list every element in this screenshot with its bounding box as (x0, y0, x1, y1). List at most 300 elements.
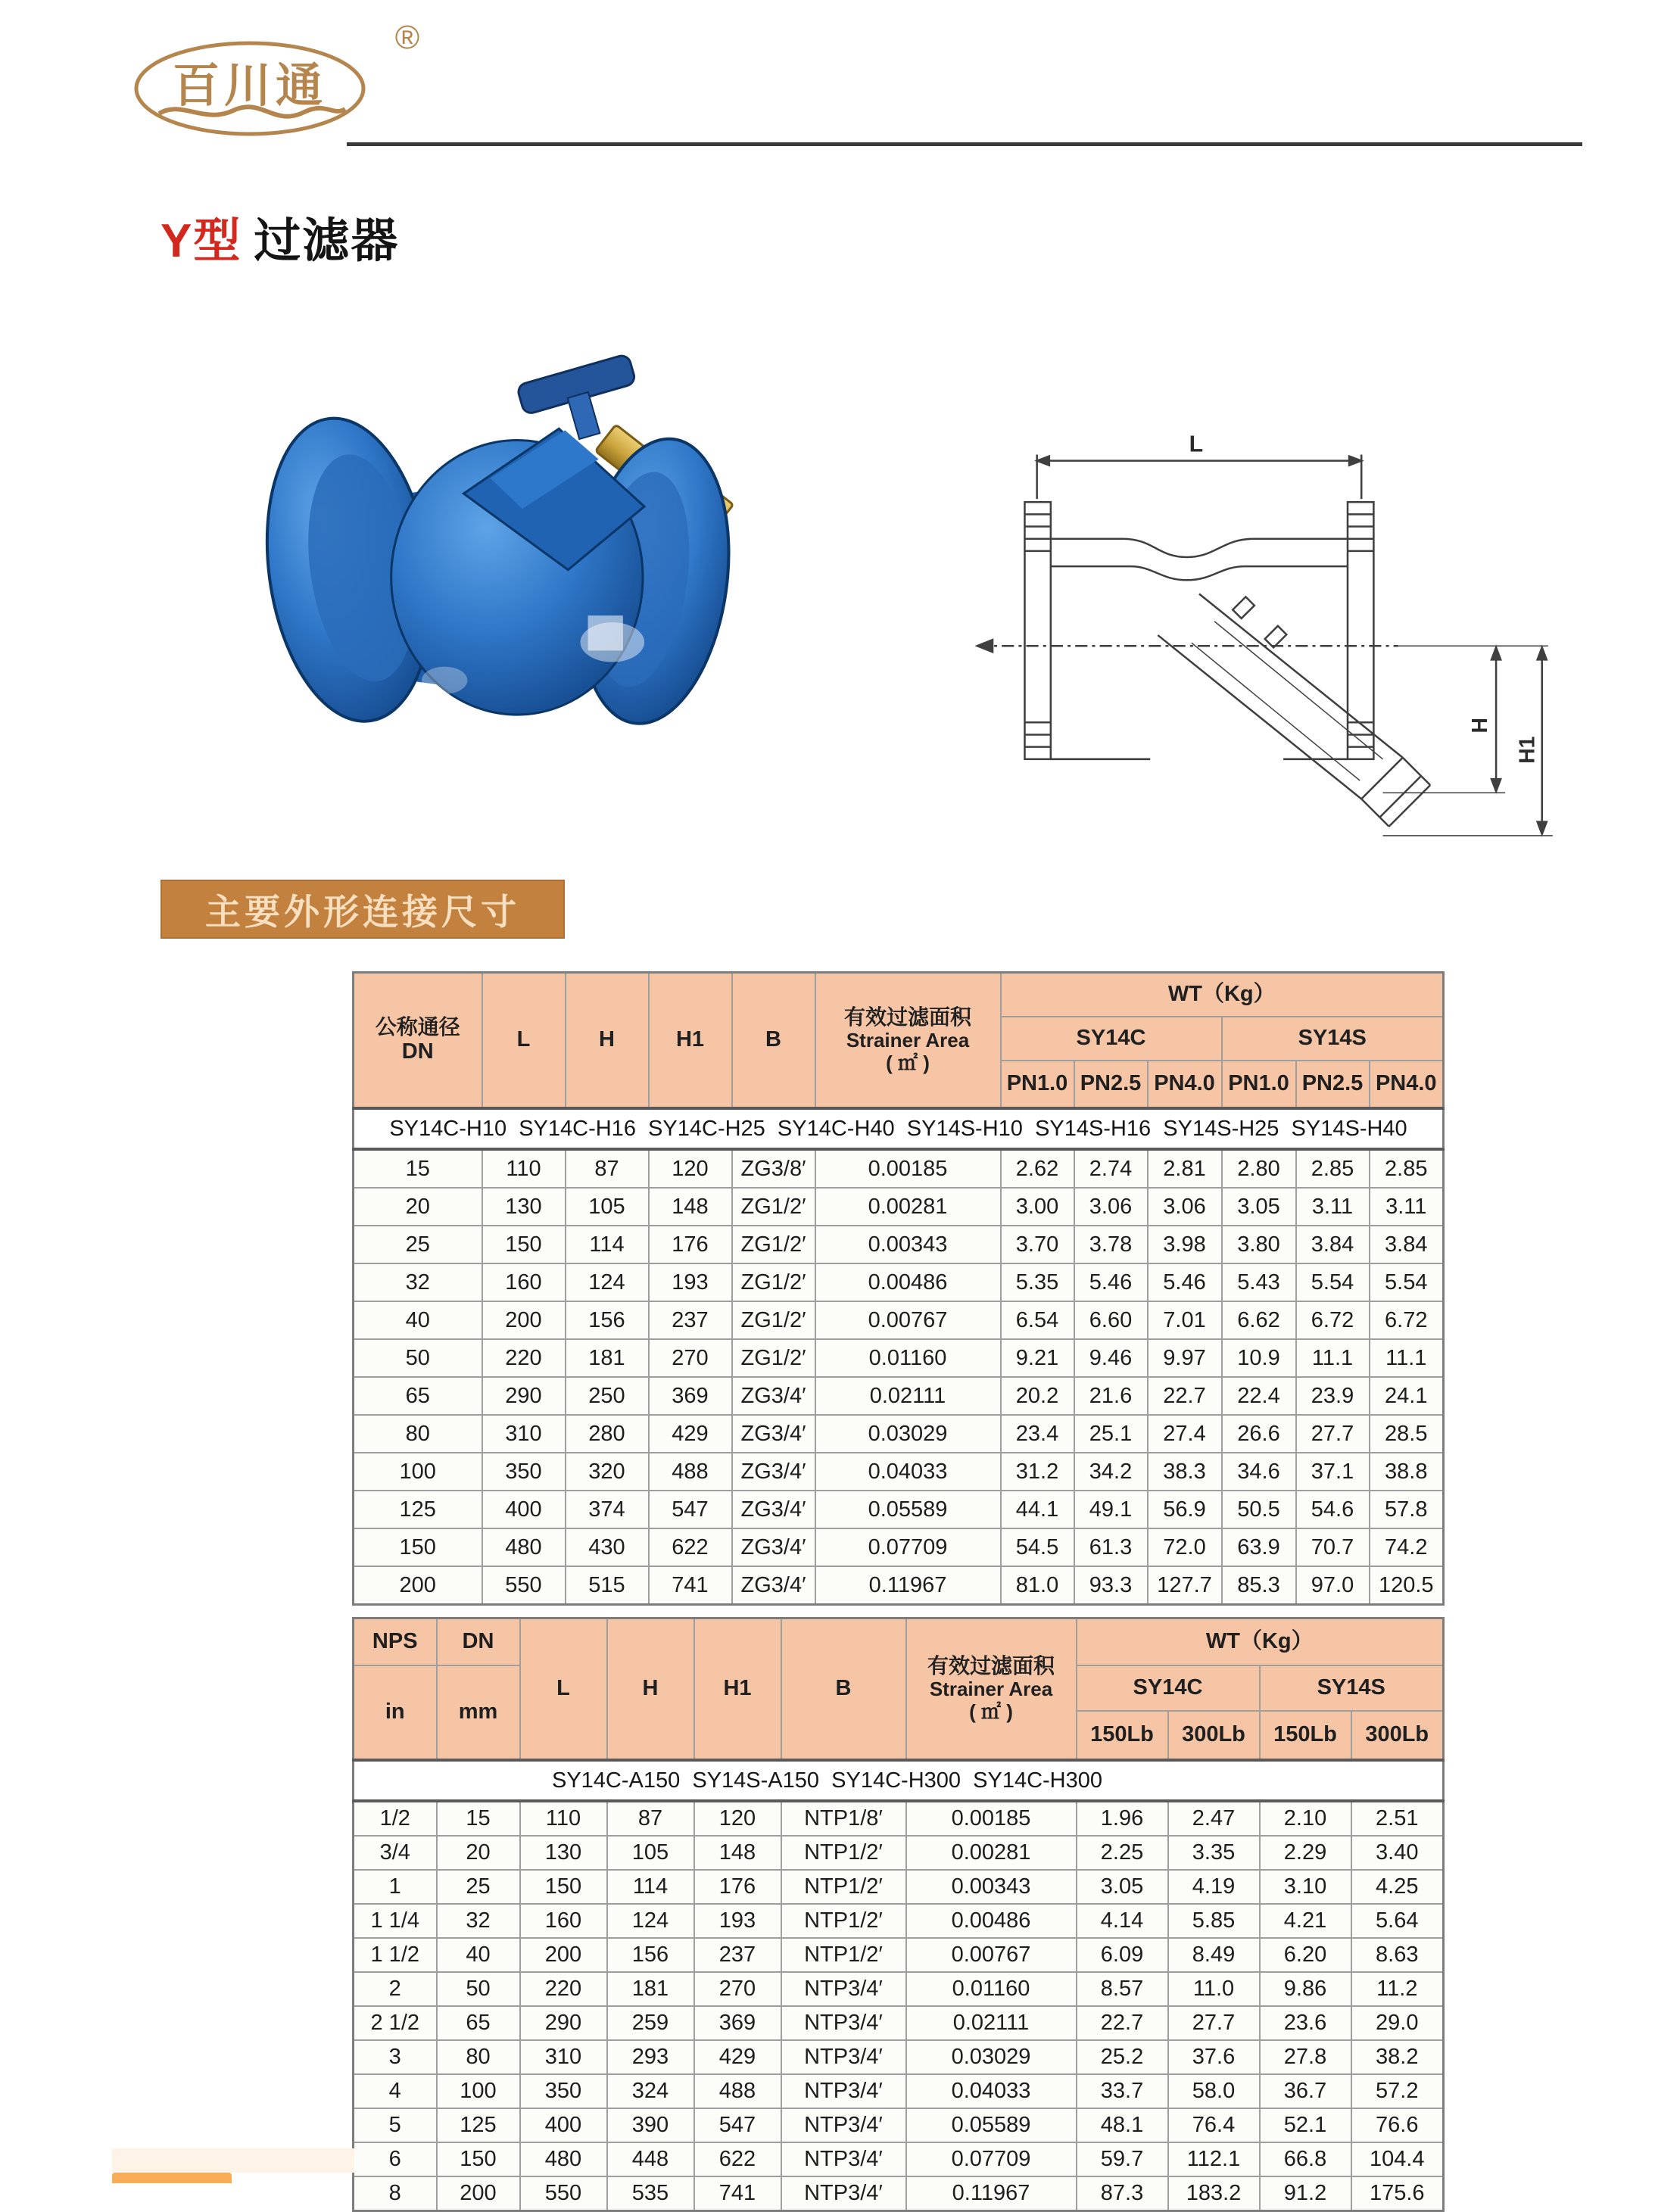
table-body (354, 1801, 1444, 2211)
cell: ZG1/2′ (732, 1226, 815, 1263)
cell: 6.72 (1296, 1301, 1370, 1339)
cell: 6.09 (1077, 1938, 1168, 1972)
cell: 1/2 (354, 1801, 437, 1836)
sub-header-lb: 300Lb (1168, 1711, 1260, 1760)
cell: 54.6 (1296, 1491, 1370, 1528)
cell: 3.98 (1148, 1226, 1222, 1263)
cell: 57.2 (1351, 2074, 1444, 2108)
cell: 3.84 (1370, 1226, 1444, 1263)
brand-logo (106, 17, 439, 145)
col-header-wt: WT（Kg） (1001, 973, 1444, 1017)
table-row (354, 2108, 1444, 2142)
cell: 293 (607, 2040, 694, 2074)
cell: 4.19 (1168, 1870, 1260, 1904)
cell: 3/4 (354, 1836, 437, 1870)
cell: 4 (354, 2074, 437, 2108)
cell: 49.1 (1074, 1491, 1148, 1528)
cell: 200 (437, 2176, 520, 2211)
cell: ZG3/4′ (732, 1415, 815, 1453)
cell: 50 (354, 1339, 482, 1377)
cell: 369 (649, 1377, 732, 1415)
cell: 22.4 (1222, 1377, 1296, 1415)
technical-drawing (969, 416, 1582, 845)
cell: 0.00281 (815, 1188, 1001, 1226)
col-header-h1: H1 (694, 1618, 781, 1761)
cell: 4.14 (1077, 1904, 1168, 1938)
cell: 237 (649, 1301, 732, 1339)
cell: 15 (437, 1801, 520, 1836)
cell: 11.1 (1370, 1339, 1444, 1377)
cell: ZG3/8′ (732, 1149, 815, 1188)
cell: 76.4 (1168, 2108, 1260, 2142)
table-row (354, 1836, 1444, 1870)
cell: 27.8 (1260, 2040, 1351, 2074)
cell: 9.97 (1148, 1339, 1222, 1377)
cell: 11.0 (1168, 1972, 1260, 2006)
table-row (354, 1263, 1444, 1301)
cell: 120.5 (1370, 1566, 1444, 1605)
cell: 114 (566, 1226, 649, 1263)
footer-decoration (112, 2148, 354, 2173)
col-header-b: B (732, 973, 815, 1109)
cell: 37.1 (1296, 1453, 1370, 1491)
col-header-h: H (566, 973, 649, 1109)
cell: 2 (354, 1972, 437, 2006)
cell: 8.63 (1351, 1938, 1444, 1972)
model-codes-row (354, 1760, 1444, 1801)
cell: 3.06 (1074, 1188, 1148, 1226)
cell: 3.35 (1168, 1836, 1260, 1870)
cell: 310 (482, 1415, 566, 1453)
cell: 120 (649, 1149, 732, 1188)
cell: 480 (482, 1528, 566, 1566)
cell: 5 (354, 2108, 437, 2142)
cell: 0.00767 (906, 1938, 1077, 1972)
table-row (354, 1566, 1444, 1605)
cell: 20.2 (1001, 1377, 1074, 1415)
cell: 547 (694, 2108, 781, 2142)
dim-label-h1: H1 (1514, 736, 1539, 764)
cell: 200 (354, 1566, 482, 1605)
cell: 38.2 (1351, 2040, 1444, 2074)
cell: 80 (354, 1415, 482, 1453)
cell: 50 (437, 1972, 520, 2006)
col-header-area (815, 973, 1001, 1109)
cell: 125 (354, 1491, 482, 1528)
cell: 33.7 (1077, 2074, 1168, 2108)
cell: 93.3 (1074, 1566, 1148, 1605)
cell: 0.02111 (906, 2006, 1077, 2040)
cell: 2.10 (1260, 1801, 1351, 1836)
col-header-dn (354, 973, 482, 1109)
cell: 3.05 (1077, 1870, 1168, 1904)
col-header-nps: NPS (354, 1618, 437, 1666)
cell: 125 (437, 2108, 520, 2142)
cell: 6 (354, 2142, 437, 2176)
cell: 3.80 (1222, 1226, 1296, 1263)
cell: 0.00767 (815, 1301, 1001, 1339)
col-header-h1: H1 (649, 973, 732, 1109)
cell: 11.2 (1351, 1972, 1444, 2006)
cell: 20 (354, 1188, 482, 1226)
cell: NTP3/4′ (781, 2074, 906, 2108)
cell: 3.00 (1001, 1188, 1074, 1226)
cell: 22.7 (1148, 1377, 1222, 1415)
cell: 5.54 (1370, 1263, 1444, 1301)
cell: 56.9 (1148, 1491, 1222, 1528)
cell: 104.4 (1351, 2142, 1444, 2176)
cell: 66.8 (1260, 2142, 1351, 2176)
table-head (354, 973, 1444, 1109)
cell: 114 (607, 1870, 694, 1904)
cell: NTP1/2′ (781, 1904, 906, 1938)
cell: 622 (694, 2142, 781, 2176)
cell: 741 (649, 1566, 732, 1605)
cell: 0.01160 (906, 1972, 1077, 2006)
cell: 6.72 (1370, 1301, 1444, 1339)
table-row (354, 1301, 1444, 1339)
cell: 324 (607, 2074, 694, 2108)
cell: 150 (354, 1528, 482, 1566)
cell: 9.46 (1074, 1339, 1148, 1377)
cell: 61.3 (1074, 1528, 1148, 1566)
cell: NTP1/2′ (781, 1938, 906, 1972)
cell: 259 (607, 2006, 694, 2040)
table-row (354, 1972, 1444, 2006)
cell: 87.3 (1077, 2176, 1168, 2211)
cell: 350 (520, 2074, 607, 2108)
cell: 4.21 (1260, 1904, 1351, 1938)
cell: 25 (354, 1226, 482, 1263)
cell: 0.05589 (906, 2108, 1077, 2142)
cell: 22.7 (1077, 2006, 1168, 2040)
cell: 87 (607, 1801, 694, 1836)
cell: NTP1/2′ (781, 1870, 906, 1904)
cell: 97.0 (1296, 1566, 1370, 1605)
cell: 1.96 (1077, 1801, 1168, 1836)
cell: 5.35 (1001, 1263, 1074, 1301)
cell: 270 (649, 1339, 732, 1377)
cell: 5.54 (1296, 1263, 1370, 1301)
cell: 488 (649, 1453, 732, 1491)
cell: 390 (607, 2108, 694, 2142)
cell: 20 (437, 1836, 520, 1870)
sub-header-lb: 150Lb (1077, 1711, 1168, 1760)
cell: 8.49 (1168, 1938, 1260, 1972)
cell: 0.01160 (815, 1339, 1001, 1377)
group-header-sy14s: SY14S (1222, 1017, 1444, 1061)
cell: 0.00343 (906, 1870, 1077, 1904)
cell: 70.7 (1296, 1528, 1370, 1566)
cell: 48.1 (1077, 2108, 1168, 2142)
cell: 150 (437, 2142, 520, 2176)
cell: 31.2 (1001, 1453, 1074, 1491)
cell: ZG1/2′ (732, 1263, 815, 1301)
cell: 160 (520, 1904, 607, 1938)
cell: 9.86 (1260, 1972, 1351, 2006)
group-header-sy14c: SY14C (1077, 1665, 1260, 1711)
cell: 237 (694, 1938, 781, 1972)
sub-header-pn: PN4.0 (1148, 1061, 1222, 1108)
cell: 3 (354, 2040, 437, 2074)
cell: NTP3/4′ (781, 2040, 906, 2074)
cell: 6.20 (1260, 1938, 1351, 1972)
cell: ZG1/2′ (732, 1339, 815, 1377)
table-row (354, 1938, 1444, 1972)
cell: 0.07709 (815, 1528, 1001, 1566)
cell: 8.57 (1077, 1972, 1168, 2006)
cell: 2.51 (1351, 1801, 1444, 1836)
cell: 65 (354, 1377, 482, 1415)
registered-mark-icon: ® (394, 19, 420, 56)
cell: 350 (482, 1453, 566, 1491)
header-line: Strainer Area (929, 1678, 1053, 1701)
cell: 50.5 (1222, 1491, 1296, 1528)
cell: 320 (566, 1453, 649, 1491)
cell: 547 (649, 1491, 732, 1528)
cell: 1 1/4 (354, 1904, 437, 1938)
cell: 550 (482, 1566, 566, 1605)
table-head (354, 1618, 1444, 1761)
cell: 7.01 (1148, 1301, 1222, 1339)
section-header: 主要外形连接尺寸 (161, 880, 565, 939)
cell: 193 (649, 1263, 732, 1301)
table-row (354, 2006, 1444, 2040)
sub-header-pn: PN1.0 (1222, 1061, 1296, 1108)
cell: 29.0 (1351, 2006, 1444, 2040)
col-header-h: H (607, 1618, 694, 1761)
cell: 220 (482, 1339, 566, 1377)
cell: 3.11 (1296, 1188, 1370, 1226)
cell: 2.80 (1222, 1149, 1296, 1188)
cell: ZG3/4′ (732, 1566, 815, 1605)
cell: NTP3/4′ (781, 2176, 906, 2211)
table-row (354, 1339, 1444, 1377)
cell: ZG1/2′ (732, 1301, 815, 1339)
cell: 280 (566, 1415, 649, 1453)
cell: 52.1 (1260, 2108, 1351, 2142)
cell: 91.2 (1260, 2176, 1351, 2211)
cell: ZG3/4′ (732, 1491, 815, 1528)
table-row (354, 2040, 1444, 2074)
cell: 148 (649, 1188, 732, 1226)
cell: 150 (482, 1226, 566, 1263)
cell: 4.25 (1351, 1870, 1444, 1904)
cell: 34.6 (1222, 1453, 1296, 1491)
cell: 181 (566, 1339, 649, 1377)
cell: 74.2 (1370, 1528, 1444, 1566)
cell: 310 (520, 2040, 607, 2074)
cell: 181 (607, 1972, 694, 2006)
group-header-sy14c: SY14C (1001, 1017, 1222, 1061)
sub-header-lb: 150Lb (1260, 1711, 1351, 1760)
cell: 25.2 (1077, 2040, 1168, 2074)
cell: 400 (482, 1491, 566, 1528)
cell: 5.43 (1222, 1263, 1296, 1301)
header-line: 有效过滤面积 (843, 1005, 971, 1030)
cell: 110 (520, 1801, 607, 1836)
cell: 150 (520, 1870, 607, 1904)
cell: 26.6 (1222, 1415, 1296, 1453)
cell: NTP3/4′ (781, 2006, 906, 2040)
cell: 23.6 (1260, 2006, 1351, 2040)
glare-spot (588, 615, 623, 650)
cell: 0.00281 (906, 1836, 1077, 1870)
cell: 21.6 (1074, 1377, 1148, 1415)
table-row (354, 1188, 1444, 1226)
cell: 8 (354, 2176, 437, 2211)
cell: 1 1/2 (354, 1938, 437, 1972)
title-name: 过滤器 (254, 215, 400, 267)
table-row (354, 1528, 1444, 1566)
cell: 28.5 (1370, 1415, 1444, 1453)
cell: NTP1/8′ (781, 1801, 906, 1836)
cell: 622 (649, 1528, 732, 1566)
unit-header-in: in (354, 1665, 437, 1760)
cell: 25.1 (1074, 1415, 1148, 1453)
cell: 3.10 (1260, 1870, 1351, 1904)
cell: 32 (354, 1263, 482, 1301)
cell: 3.11 (1370, 1188, 1444, 1226)
table-row (354, 1801, 1444, 1836)
cell: 5.46 (1074, 1263, 1148, 1301)
cell: 81.0 (1001, 1566, 1074, 1605)
table-row (354, 1415, 1444, 1453)
cell: 200 (482, 1301, 566, 1339)
logo-text: 百川通 (172, 61, 328, 112)
cell: 430 (566, 1528, 649, 1566)
cell: 5.46 (1148, 1263, 1222, 1301)
table-row (354, 2176, 1444, 2211)
cell: 76.6 (1351, 2108, 1444, 2142)
header-line: ( ㎡ ) (969, 1700, 1013, 1724)
sub-header-pn: PN4.0 (1370, 1061, 1444, 1108)
cell: 0.00343 (815, 1226, 1001, 1263)
cell: 24.1 (1370, 1377, 1444, 1415)
cell: 0.00486 (906, 1904, 1077, 1938)
cell: 85.3 (1222, 1566, 1296, 1605)
cell: 176 (694, 1870, 781, 1904)
cell: 65 (437, 2006, 520, 2040)
table-row (354, 2142, 1444, 2176)
sub-header-pn: PN1.0 (1001, 1061, 1074, 1108)
cell: 156 (607, 1938, 694, 1972)
cell: 3.70 (1001, 1226, 1074, 1263)
cell: 130 (482, 1188, 566, 1226)
cell: 550 (520, 2176, 607, 2211)
cell: 3.40 (1351, 1836, 1444, 1870)
cell: 38.3 (1148, 1453, 1222, 1491)
cell: 87 (566, 1149, 649, 1188)
col-header-dn: DN (437, 1618, 520, 1666)
unit-header-mm: mm (437, 1665, 520, 1760)
sub-header-pn: PN2.5 (1296, 1061, 1370, 1108)
drawing-lines (977, 455, 1553, 836)
cell: 11.1 (1296, 1339, 1370, 1377)
cell: 100 (437, 2074, 520, 2108)
title-model: Y型 (161, 215, 242, 267)
cell: 25 (437, 1870, 520, 1904)
cell: 6.54 (1001, 1301, 1074, 1339)
cell: 148 (694, 1836, 781, 1870)
header-line: Strainer Area (846, 1029, 970, 1052)
cell: 0.02111 (815, 1377, 1001, 1415)
table-row (354, 1226, 1444, 1263)
cell: 429 (694, 2040, 781, 2074)
cell: 100 (354, 1453, 482, 1491)
cell: 2.85 (1370, 1149, 1444, 1188)
table-row (354, 1453, 1444, 1491)
cell: 57.8 (1370, 1491, 1444, 1528)
cell: 124 (566, 1263, 649, 1301)
cell: 250 (566, 1377, 649, 1415)
cell: 429 (649, 1415, 732, 1453)
cell: 2.29 (1260, 1836, 1351, 1870)
cell: 44.1 (1001, 1491, 1074, 1528)
header-line: 有效过滤面积 (927, 1654, 1055, 1678)
cell: NTP3/4′ (781, 2108, 906, 2142)
cell: 32 (437, 1904, 520, 1938)
cell: 72.0 (1148, 1528, 1222, 1566)
cell: 6.62 (1222, 1301, 1296, 1339)
cell: 176 (649, 1226, 732, 1263)
cell: 80 (437, 2040, 520, 2074)
cell: 23.9 (1296, 1377, 1370, 1415)
cell: 112.1 (1168, 2142, 1260, 2176)
cell: 0.00185 (815, 1149, 1001, 1188)
page-title (161, 203, 399, 270)
cell: 0.03029 (815, 1415, 1001, 1453)
table-row (354, 1149, 1444, 1188)
table-row (354, 2074, 1444, 2108)
cell: 27.7 (1168, 2006, 1260, 2040)
cell: NTP3/4′ (781, 2142, 906, 2176)
cell: 0.11967 (815, 1566, 1001, 1605)
cell: 0.07709 (906, 2142, 1077, 2176)
cell: NTP1/2′ (781, 1836, 906, 1870)
cell: 40 (354, 1301, 482, 1339)
cell: 400 (520, 2108, 607, 2142)
cell: 535 (607, 2176, 694, 2211)
cell: 6.60 (1074, 1301, 1148, 1339)
cell: 515 (566, 1566, 649, 1605)
model-codes: SY14C-H10 SY14C-H16 SY14C-H25 SY14C-H40 SY14S-H10 SY14S-H16 SY14S-H25 SY14S-H40 (354, 1108, 1444, 1149)
cell: 120 (694, 1801, 781, 1836)
cell: 448 (607, 2142, 694, 2176)
cell: 3.06 (1148, 1188, 1222, 1226)
cell: 183.2 (1168, 2176, 1260, 2211)
header-line: DN (401, 1039, 434, 1064)
col-header-wt: WT（Kg） (1077, 1618, 1444, 1666)
table-row (354, 1491, 1444, 1528)
cell: 270 (694, 1972, 781, 2006)
cell: 124 (607, 1904, 694, 1938)
cell: 2 1/2 (354, 2006, 437, 2040)
cell: 2.62 (1001, 1149, 1074, 1188)
cell: 3.84 (1296, 1226, 1370, 1263)
header-rule (347, 142, 1582, 146)
cell: 374 (566, 1491, 649, 1528)
cell: 0.00486 (815, 1263, 1001, 1301)
cell: 36.7 (1260, 2074, 1351, 2108)
cell: ZG3/4′ (732, 1453, 815, 1491)
cell: 15 (354, 1149, 482, 1188)
model-codes: SY14C-A150 SY14S-A150 SY14C-H300 SY14C-H300 (354, 1760, 1444, 1801)
cell: 23.4 (1001, 1415, 1074, 1453)
cell: 2.74 (1074, 1149, 1148, 1188)
glare-spot (422, 667, 467, 694)
cell: 10.9 (1222, 1339, 1296, 1377)
